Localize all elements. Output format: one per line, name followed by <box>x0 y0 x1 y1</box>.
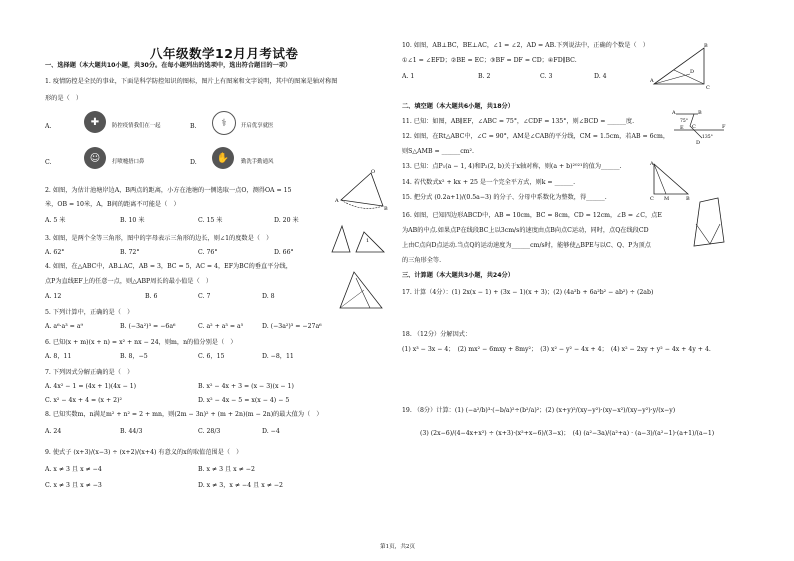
q1-option-d: D. <box>190 159 197 166</box>
q5-option: B. (−3a²)³ = −6a⁶ <box>120 323 176 330</box>
q9-option: A. x ≠ 3 且 x ≠ −4 <box>45 466 102 473</box>
q5-option: C. a² + a³ = a⁵ <box>198 323 244 330</box>
q3-option: D. 66° <box>274 249 294 256</box>
q3-option: A. 62° <box>45 249 65 256</box>
q10-label-c: C <box>706 85 710 90</box>
handwash-icon: ✋ <box>212 147 234 169</box>
q5-option: D. (−3a²)³ = −27a⁶ <box>262 323 322 330</box>
q3-triangle-right <box>356 232 384 252</box>
q2-text: 2. 如图，为估计池塘岸边A，B两点的距离，小方在池塘的一侧选取一点O，测得OA = 15 <box>45 187 292 194</box>
q16-text-3: 上由C点向D点运动.当点Q的运动速度为______cm/s时，能够使△BPE与以C、Q、P为顶点 <box>402 242 651 249</box>
q4-triangle <box>340 272 382 308</box>
q11-angle-135: 135° <box>702 135 713 140</box>
q2-figure <box>335 168 390 213</box>
q12-label-b: B <box>686 196 690 202</box>
sneeze-icon: ☺ <box>84 147 106 169</box>
q4-figure <box>336 268 386 313</box>
q11-label-a: A <box>672 110 676 116</box>
page-title: 八年级数学12月月考试卷 <box>150 46 299 61</box>
q7-text: 7. 下列因式分解正确的是（ ） <box>45 369 134 376</box>
q12-bisector <box>654 164 666 194</box>
q10-option: D. 4 <box>594 73 607 80</box>
q16-text-2: 为AB的中点.如果点P在线段BC上以3cm/s的速度由点B向点C运动，同时，点Q在线段CD <box>402 227 649 234</box>
q4-option: A. 12 <box>45 293 62 300</box>
q1-caption-b: 开启优享就医 <box>241 123 274 129</box>
q19-text: 19. （8分）计算：(1) (−a²/b)³·(−b/a)²÷(b²/a)²；(2) (x+y)²/(xy−y²)·(xy−x²)/(xy−y²)·y/(x−y) <box>402 407 676 414</box>
q11-text: 11. 已知：如图，AB∥EF，∠ABC = 75°，∠CDF = 135°，则∠BCD = ______度. <box>402 118 635 125</box>
q12-text: 12. 如图，在Rt△ABC中，∠C = 90°，AM是∠CAB的平分线，CM = 1.5cm，若AB = 6cm， <box>402 133 670 140</box>
section1-heading: 一、选择题（本大题共10小题，共30分。在每小题列出的选项中，选出符合题目的一项） <box>45 62 292 69</box>
q2-text-2: 米，OB = 10米，A，B间的距离不可能是（ ） <box>45 201 180 208</box>
q3-option: B. 72° <box>120 249 140 256</box>
q6-option: C. 6，15 <box>198 353 225 360</box>
q1-text: 1. 疫情防控是全民的事业，下面是科学防控知识的图标，图片上有图案和文字说明，其中的图案是轴对称图 <box>45 78 338 85</box>
q11-angle-75: 75° <box>680 119 688 124</box>
q11-label-c: C <box>692 124 696 130</box>
q7-option: B. x² − 4x + 3 = (x − 3)(x − 1) <box>198 383 294 390</box>
q12-figure <box>648 160 693 202</box>
q12-triangle <box>654 164 688 194</box>
q3-text: 3. 如图，是两个全等三角形，图中的字母表示三角形的边长，则∠1的度数是（ ） <box>45 235 273 242</box>
q6-option: D. −8，11 <box>262 353 294 360</box>
q16-quadrilateral <box>694 198 724 246</box>
q2-option: B. 10 米 <box>120 217 145 224</box>
q11-label-d: D <box>696 140 701 146</box>
q6-option: A. 8，11 <box>45 353 72 360</box>
q9-option: D. x ≠ 3，x ≠ −4 且 x ≠ −2 <box>198 482 283 489</box>
q7-option: D. x² − 4x − 5 = x(x − 4) − 5 <box>198 397 290 404</box>
q1-text-2: 形的是（ ） <box>45 95 83 102</box>
q6-text: 6. 已知(x + m)(x + n) = x² + nx − 24，则m，n的值分别是（ ） <box>45 339 237 346</box>
q2-option: C. 15 米 <box>198 217 223 224</box>
q15-text: 15. 把分式 (0.2a+1)/(0.5a−3) 的分子、分母中系数化为整数，得______. <box>402 194 607 201</box>
q6-option: B. 8，−5 <box>120 353 148 360</box>
q10-label-b: B <box>704 43 708 49</box>
q3-option: C. 76° <box>198 249 218 256</box>
q2-triangle <box>341 173 383 206</box>
q3-angle-label: 1 <box>366 238 370 244</box>
q9-option: B. x ≠ 3 且 x ≠ −2 <box>198 466 255 473</box>
q10-text-2: ①∠1 = ∠EFD；②BE = EC；③BF = DF = CD；④FD∥BC. <box>402 57 577 64</box>
page-footer: 第1页，共2页 <box>380 544 416 550</box>
q18-parts: (1) x³ − 3x − 4； (2) mx² − 6mxy + 8my²； (3) x² − y² − 4x + 4； (4) x² − 2xy + y² − 4x + 4y + 4. <box>402 346 711 353</box>
q19-parts: (3) (2x−6)/(4−4x+x²) ÷ (x+3)·(x²+x−6)/(3−x)； (4) (a²−3a)/(a²+a) · (a−3)/(a²−1)·(a+1)/(a−1) <box>420 430 715 437</box>
q4-option: D. 8 <box>262 293 275 300</box>
q3-figure <box>328 222 388 258</box>
q2-option: A. 5 米 <box>45 217 66 224</box>
q4-option: C. 7 <box>198 293 211 300</box>
q7-option: A. 4x² − 1 = (4x + 1)(4x − 1) <box>45 383 137 390</box>
q11-label-f: F <box>722 124 726 130</box>
q1-caption-d: 勤洗手勤通风 <box>241 159 274 165</box>
q8-option: D. −4 <box>262 428 280 435</box>
q16-text: 16. 如图，已知四边形ABCD中，AB = 10cm，BC = 8cm，CD = 12cm，∠B = ∠C，点E <box>402 212 662 219</box>
q4-text: 4. 如图，在△ABC中，AB⊥AC，AB = 3，BC = 5，AC = 4，EF为BC的垂直平分线， <box>45 263 292 270</box>
q2-label-o: O <box>371 169 376 175</box>
q7-option: C. x² − 4x + 4 = (x + 2)² <box>45 397 122 404</box>
q2-label-a: A <box>335 198 339 204</box>
q4-option: B. 6 <box>145 293 158 300</box>
q9-text: 9. 使式子 (x+3)/(x−3) ÷ (x+2)/(x+4) 有意义的x的取值范围是（ ） <box>45 449 243 456</box>
q1-option-c: C. <box>45 159 52 166</box>
q5-text: 5. 下列计算中，正确的是（ ） <box>45 309 134 316</box>
q14-text: 14. 若代数式x² + kx + 25 是一个完全平方式，则k = ______. <box>402 179 576 186</box>
q4-text-2: 点P为直线EF上的任意一点，则△ABP周长的最小值是（ ） <box>45 278 213 285</box>
q10-option: C. 3 <box>540 73 553 80</box>
q11-label-b: B <box>698 110 702 116</box>
q12-label-a: A <box>650 161 654 167</box>
stethoscope-icon: ⚕ <box>212 111 236 135</box>
q10-triangle <box>654 48 704 84</box>
q13-text: 13. 已知：点P₁(a − 1, 4)和P₂(2, b)关于x轴对称，则(a + b)²⁰²¹的值为______. <box>402 163 622 170</box>
q12-label-c: C <box>650 196 654 202</box>
q10-option: B. 2 <box>478 73 491 80</box>
q12-text-2: 则S△AMB = ______cm². <box>402 148 474 155</box>
q8-option: C. 28/3 <box>198 428 221 435</box>
q18-text: 18. （12分）分解因式： <box>402 331 472 338</box>
q17-text: 17. 计算（4分）：(1) 2x(x − 1) + (3x − 1)(x + 3)；(2) (4a²b + 6a²b² − ab²) ÷ (2ab) <box>402 289 654 296</box>
q4-bisector <box>356 278 370 308</box>
q11-label-e: E <box>680 125 684 131</box>
q11-figure <box>672 108 727 148</box>
q1-option-a: A. <box>45 123 52 130</box>
q5-option: A. a⁶·a³ = a⁹ <box>45 323 83 330</box>
q16-triangles <box>696 224 720 244</box>
q10-label-a: A <box>650 78 654 84</box>
q1-option-b: B. <box>190 123 197 130</box>
q3-triangle-left <box>332 226 350 252</box>
q2-label-b: B <box>384 206 388 212</box>
q1-caption-c: 打喷嚏捂口鼻 <box>112 159 145 165</box>
q8-option: B. 44/3 <box>120 428 143 435</box>
section3-heading: 三、计算题（本大题共3小题，共24分） <box>402 272 514 279</box>
q16-figure <box>690 196 730 251</box>
q16-text-4: 的三角形全等. <box>402 257 442 264</box>
q9-option: C. x ≠ 3 且 x ≠ −3 <box>45 482 102 489</box>
q10-figure <box>650 40 712 90</box>
section2-heading: 二、填空题（本大题共6小题，共18分） <box>402 103 514 110</box>
q10-label-d: D <box>690 69 695 75</box>
hands-icon: ✚ <box>84 111 106 133</box>
q8-text: 8. 已知实数m，n满足m² + n² = 2 + mn，则(2m − 3n)² + (m + 2n)(m − 2n)的最大值为（ ） <box>45 411 323 418</box>
q8-option: A. 24 <box>45 428 62 435</box>
q10-text: 10. 如图，AB⊥BC，BE⊥AC，∠1 = ∠2，AD = AB.下列说法中，正确的个数是（ ） <box>402 42 649 49</box>
q12-label-m: M <box>664 196 670 202</box>
q2-option: D. 20 米 <box>274 217 299 224</box>
q10-line-ad <box>654 74 690 84</box>
q10-option: A. 1 <box>402 73 415 80</box>
q1-caption-a: 防控疫情我们在一起 <box>112 123 161 129</box>
